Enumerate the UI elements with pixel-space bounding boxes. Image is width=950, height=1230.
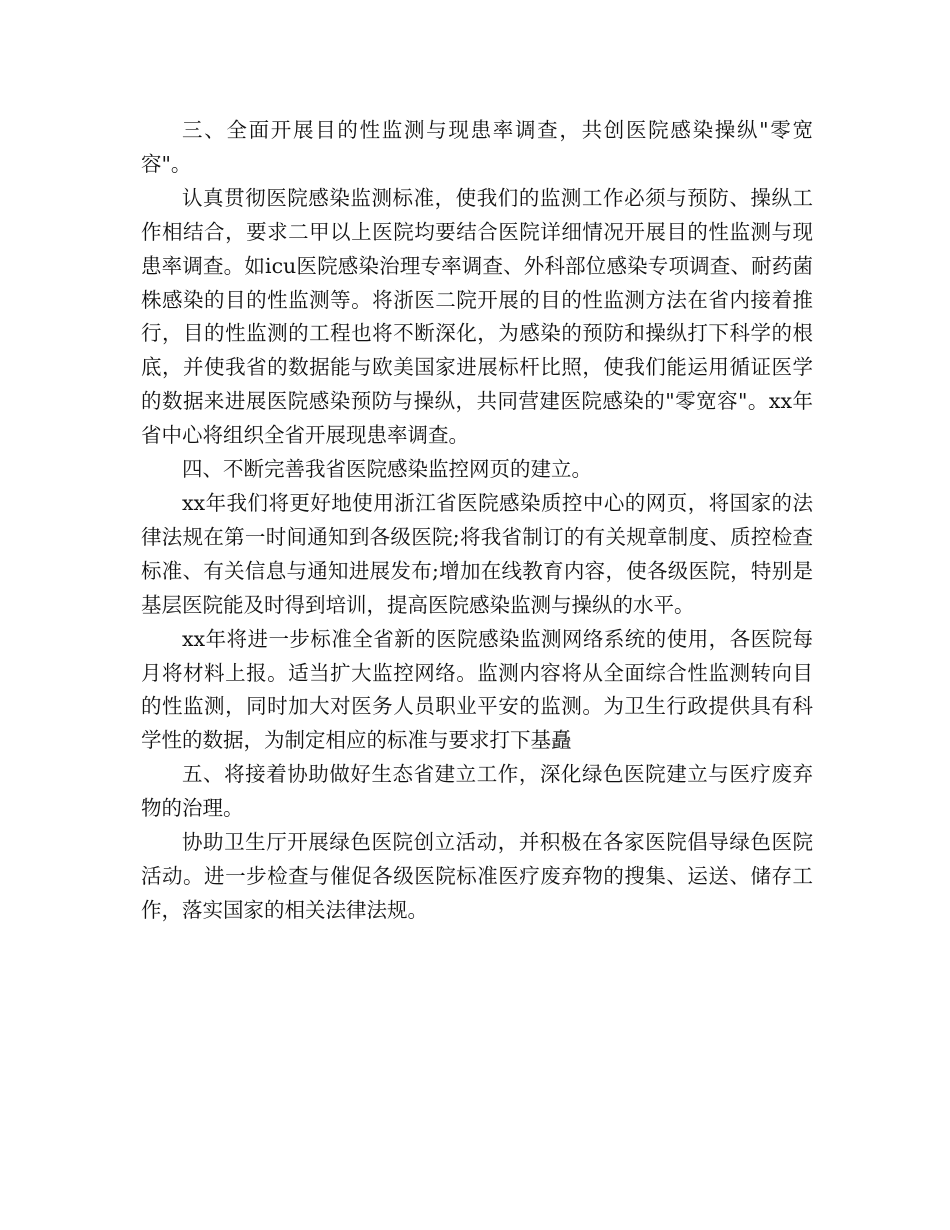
document-body bbox=[141, 114, 813, 928]
body-paragraph: xx年我们将更好地使用浙江省医院感染质控中心的网页，将国家的法律法规在第一时间通知到各级医院;将我省制订的有关规章制度、质控检查标准、有关信息与通知进展发布;增加在线教育内容，使各级医院，特别是基层医院能及时得到培训，提高医院感染监测与操纵的水平。 bbox=[141, 490, 813, 617]
body-paragraph: xx年将进一步标准全省新的医院感染监测网络系统的使用，各医院每月将材料上报。适当扩大监控网络。监测内容将从全面综合性监测转向目的性监测，同时加大对医务人员职业平安的监测。为卫生行政提供具有科学性的数据，为制定相应的标准与要求打下基矗 bbox=[141, 626, 813, 753]
section-heading-three: 三、全面开展目的性监测与现患率调查，共创医院感染操纵"零宽容"。 bbox=[141, 118, 813, 176]
section-heading-five: 五、将接着协助做好生态省建立工作，深化绿色医院建立与医疗废弃物的治理。 bbox=[141, 762, 813, 821]
body-paragraph: 认真贯彻医院感染监测标准，使我们的监测工作必须与预防、操纵工作相结合，要求二甲以上医院均要结合医院详细情况开展目的性监测与现患率调查。如icu医院感染治理专率调查、外科部位感染专项调查、耐药菌株感染的目的性监测等。将浙医二院开展的目的性监测方法在省内接着推行，目的性监测的工程也将不断深化，为感染的预防和操纵打下科学的根底，并使我省的数据能与欧美国家进展标杆比照，使我们能运用循证医学的数据来进展医院感染预防与操纵，共同营建医院感染的"零宽容"。xx年省中心将组织全省开展现患率调查。 bbox=[141, 185, 813, 448]
body-paragraph: 协助卫生厅开展绿色医院创立活动，并积极在各家医院倡导绿色医院活动。进一步检查与催促各级医院标准医疗废弃物的搜集、运送、储存工作，落实国家的相关法律法规。 bbox=[141, 830, 813, 922]
section-heading-four: 四、不断完善我省医院感染监控网页的建立。 bbox=[182, 457, 592, 482]
